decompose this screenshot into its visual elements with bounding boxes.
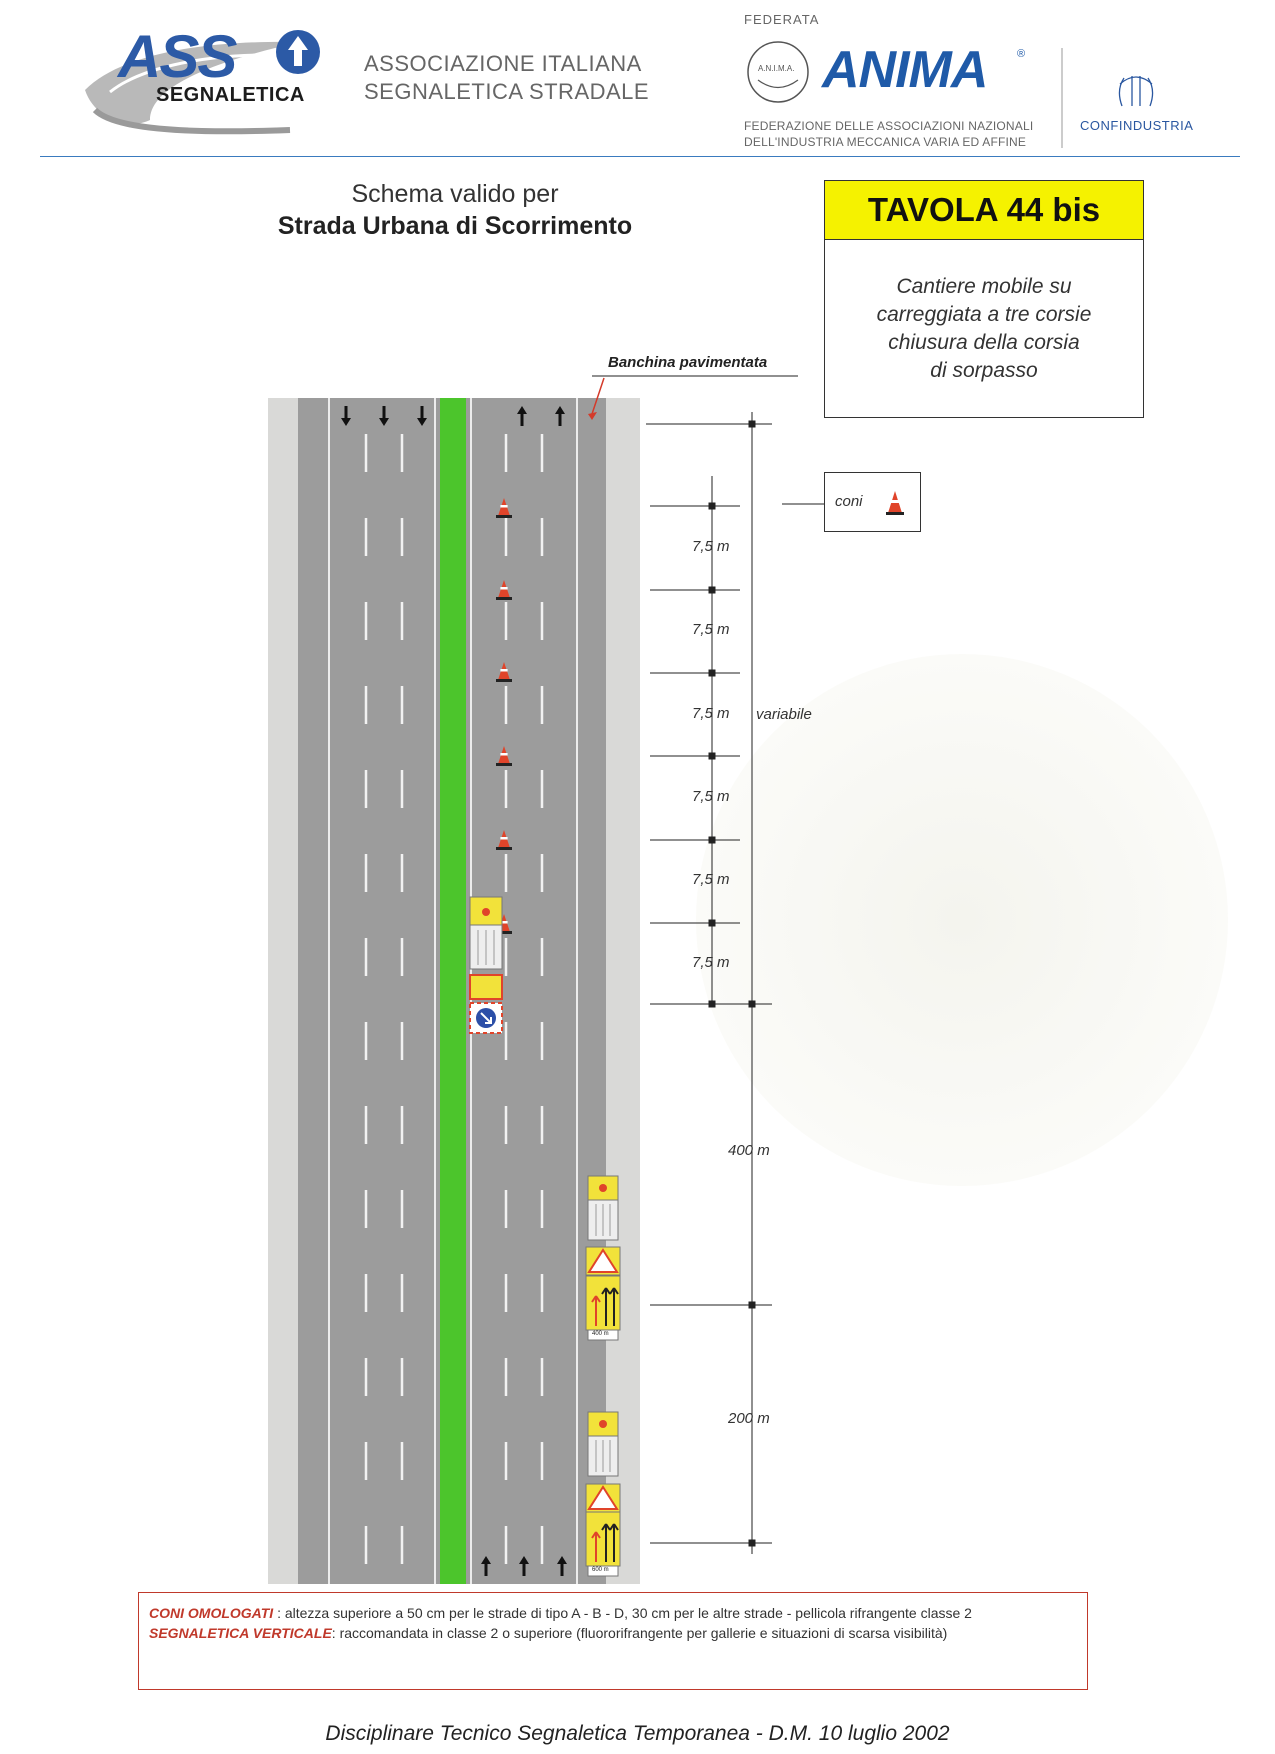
- tavola-desc-line2: carreggiata a tre corsie: [876, 303, 1092, 326]
- coni-legend-cone-icon: [825, 473, 920, 531]
- anima-registered-mark: ®: [1017, 48, 1026, 60]
- sign-plate-600: 600 m: [592, 1567, 609, 1573]
- spacing-label-1: 7,5 m: [692, 538, 730, 555]
- background-disc: [696, 654, 1228, 1186]
- note-segnaletica: [149, 1625, 947, 1641]
- spacing-label-4: 7,5 m: [692, 788, 730, 805]
- carriageway-left: [298, 398, 440, 1584]
- work-vehicle: [470, 897, 502, 1033]
- footer-reference: Disciplinare Tecnico Segnaletica Temporanea - D.M. 10 luglio 2002: [325, 1722, 950, 1745]
- confindustria-label: CONFINDUSTRIA: [1080, 118, 1194, 133]
- spacing-label-3: 7,5 m: [692, 705, 730, 722]
- note-coni-text: : altezza superiore a 50 cm per le strade di tipo A - B - D, 30 cm per le altre strade - pellicola rifrangente classe 2: [273, 1605, 972, 1621]
- sign-plate-400: 400 m: [592, 1331, 609, 1337]
- anima-fed-line2: DELL'INDUSTRIA MECCANICA VARIA ED AFFINE: [744, 135, 1027, 149]
- variabile-label: variabile: [756, 706, 812, 723]
- coni-legend-label: coni: [835, 493, 863, 510]
- distance-400-label: 400 m: [728, 1142, 770, 1159]
- spacing-label-5: 7,5 m: [692, 871, 730, 888]
- tavola-desc-line1: Cantiere mobile su: [896, 275, 1072, 298]
- shoulder-vehicle-600: [586, 1412, 620, 1576]
- banchina-label: Banchina pavimentata: [608, 354, 768, 371]
- federata-label: FEDERATA: [744, 12, 820, 27]
- notes-box: [138, 1592, 1088, 1690]
- green-median: [440, 398, 466, 1584]
- tavola-heading: TAVOLA 44 bis: [825, 181, 1143, 240]
- schema-title-line2: Strada Urbana di Scorrimento: [277, 212, 633, 240]
- edge-line-left-inner: [434, 398, 436, 1584]
- coni-legend-box: [824, 472, 921, 532]
- edge-line-left-outer: [328, 398, 330, 1584]
- spacing-label-2: 7,5 m: [692, 621, 730, 638]
- note-segnaletica-key: SEGNALETICA VERTICALE: [149, 1625, 332, 1641]
- note-coni: [149, 1605, 972, 1621]
- anima-fed-line1: FEDERAZIONE DELLE ASSOCIAZIONI NAZIONALI: [744, 119, 1034, 133]
- edge-line-right-outer: [576, 398, 578, 1584]
- tavola-desc-line4: di sorpasso: [930, 359, 1038, 382]
- shoulder-vehicle-400: [586, 1176, 620, 1340]
- association-name-line2: SEGNALETICA STRADALE: [364, 79, 650, 104]
- schema-title-line1: Schema valido per: [351, 180, 559, 208]
- tavola-desc-line3: chiusura della corsia: [888, 331, 1080, 354]
- note-segnaletica-text: : raccomandata in classe 2 o superiore (fluororifrangente per gallerie e situazioni di scarsa visibilità): [331, 1625, 948, 1641]
- association-name-line1: ASSOCIAZIONE ITALIANA: [364, 51, 642, 76]
- distance-200-label: 200 m: [728, 1410, 770, 1427]
- anima-logo-text: ANIMA: [822, 41, 988, 99]
- anima-small-label: A.N.I.M.A.: [758, 64, 795, 73]
- spacing-label-6: 7,5 m: [692, 954, 730, 971]
- asso-logo-text: ASS: [118, 23, 236, 90]
- note-coni-key: CONI OMOLOGATI: [149, 1605, 274, 1621]
- asso-logo-subtitle: SEGNALETICA: [156, 84, 305, 106]
